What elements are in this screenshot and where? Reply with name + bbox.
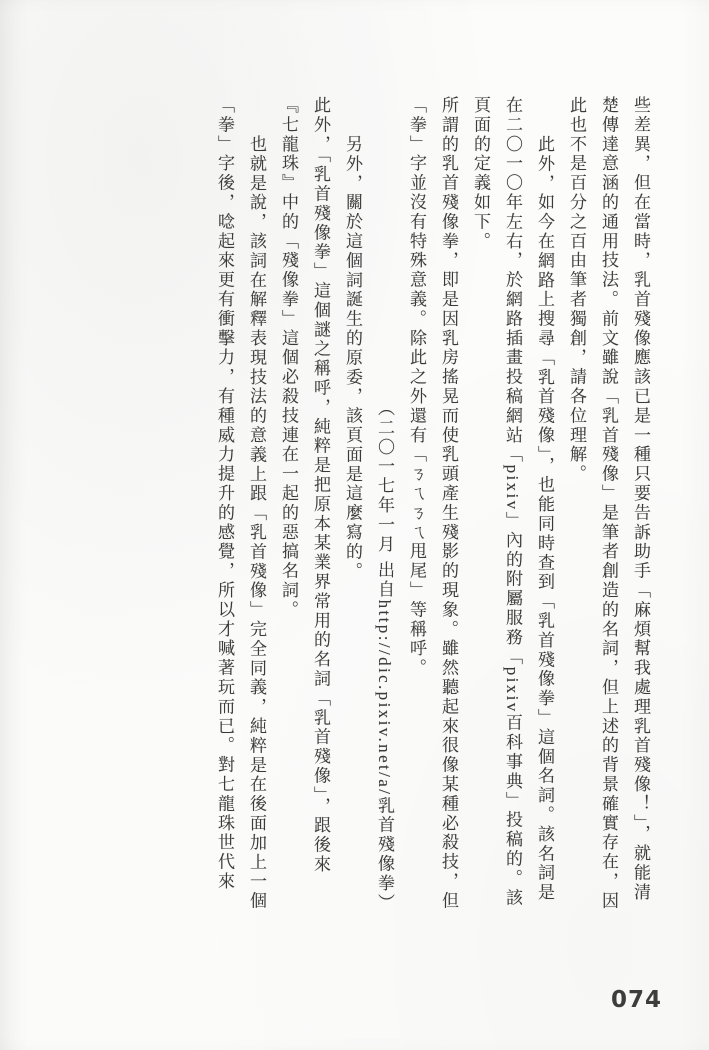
quote-block: 所謂的乳首殘像拳，即是因乳房搖晃而使乳頭產生殘影的現象。雖然聽起來很像某種必殺技，但「拳」字並沒有特殊意義。除此之外還有「ㄋㄟㄋㄟ甩尾」等稱呼。: [407, 96, 458, 911]
paragraph-body: 另外，關於這個詞誕生的原委，該頁面是這麼寫的。: [343, 135, 362, 582]
vertical-text-block: [208, 96, 656, 913]
quote-block: 此外，「乳首殘像拳」這個謎之稱呼，純粹是把原本某業界常用的名詞「乳首殘像」，跟後來『七龍珠』中的「殘像拳」這個必殺技連在一起的惡搞名詞。: [279, 96, 330, 875]
quote-attribution: （二〇一七年一月 出自http://dic.pixiv.net/a/乳首殘像拳）: [375, 399, 394, 913]
paragraph-body: 此外，如今在網路上搜尋「乳首殘像」，也能同時查到「乳首殘像拳」這個名詞。該名詞是在二〇一〇年左右，於網路插畫投稿網站「pixiv」內的附屬服務「pixiv百科事典」投稿的。該頁面的定義如下。: [471, 96, 554, 908]
page-number: 074: [611, 987, 663, 1013]
paragraph-body: 也就是說，該詞在解釋表現技法的意義上跟「乳首殘像」完全同義，純粹是在後面加上一個「拳」字後，唸起來更有衝擊力，有種威力提升的感覺，所以才喊著玩而已。對七龍珠世代來: [215, 96, 266, 911]
paragraph-continuation: 些差異，但在當時，乳首殘像應該已是一種只要告訴助手「麻煩幫我處理乳首殘像！」，就能清楚傳達意涵的通用技法。前文雖說「乳首殘像」是筆者創造的名詞，但上述的背景確實存在，因此也不是百分之百由筆者獨創，請各位理解。: [567, 96, 650, 911]
